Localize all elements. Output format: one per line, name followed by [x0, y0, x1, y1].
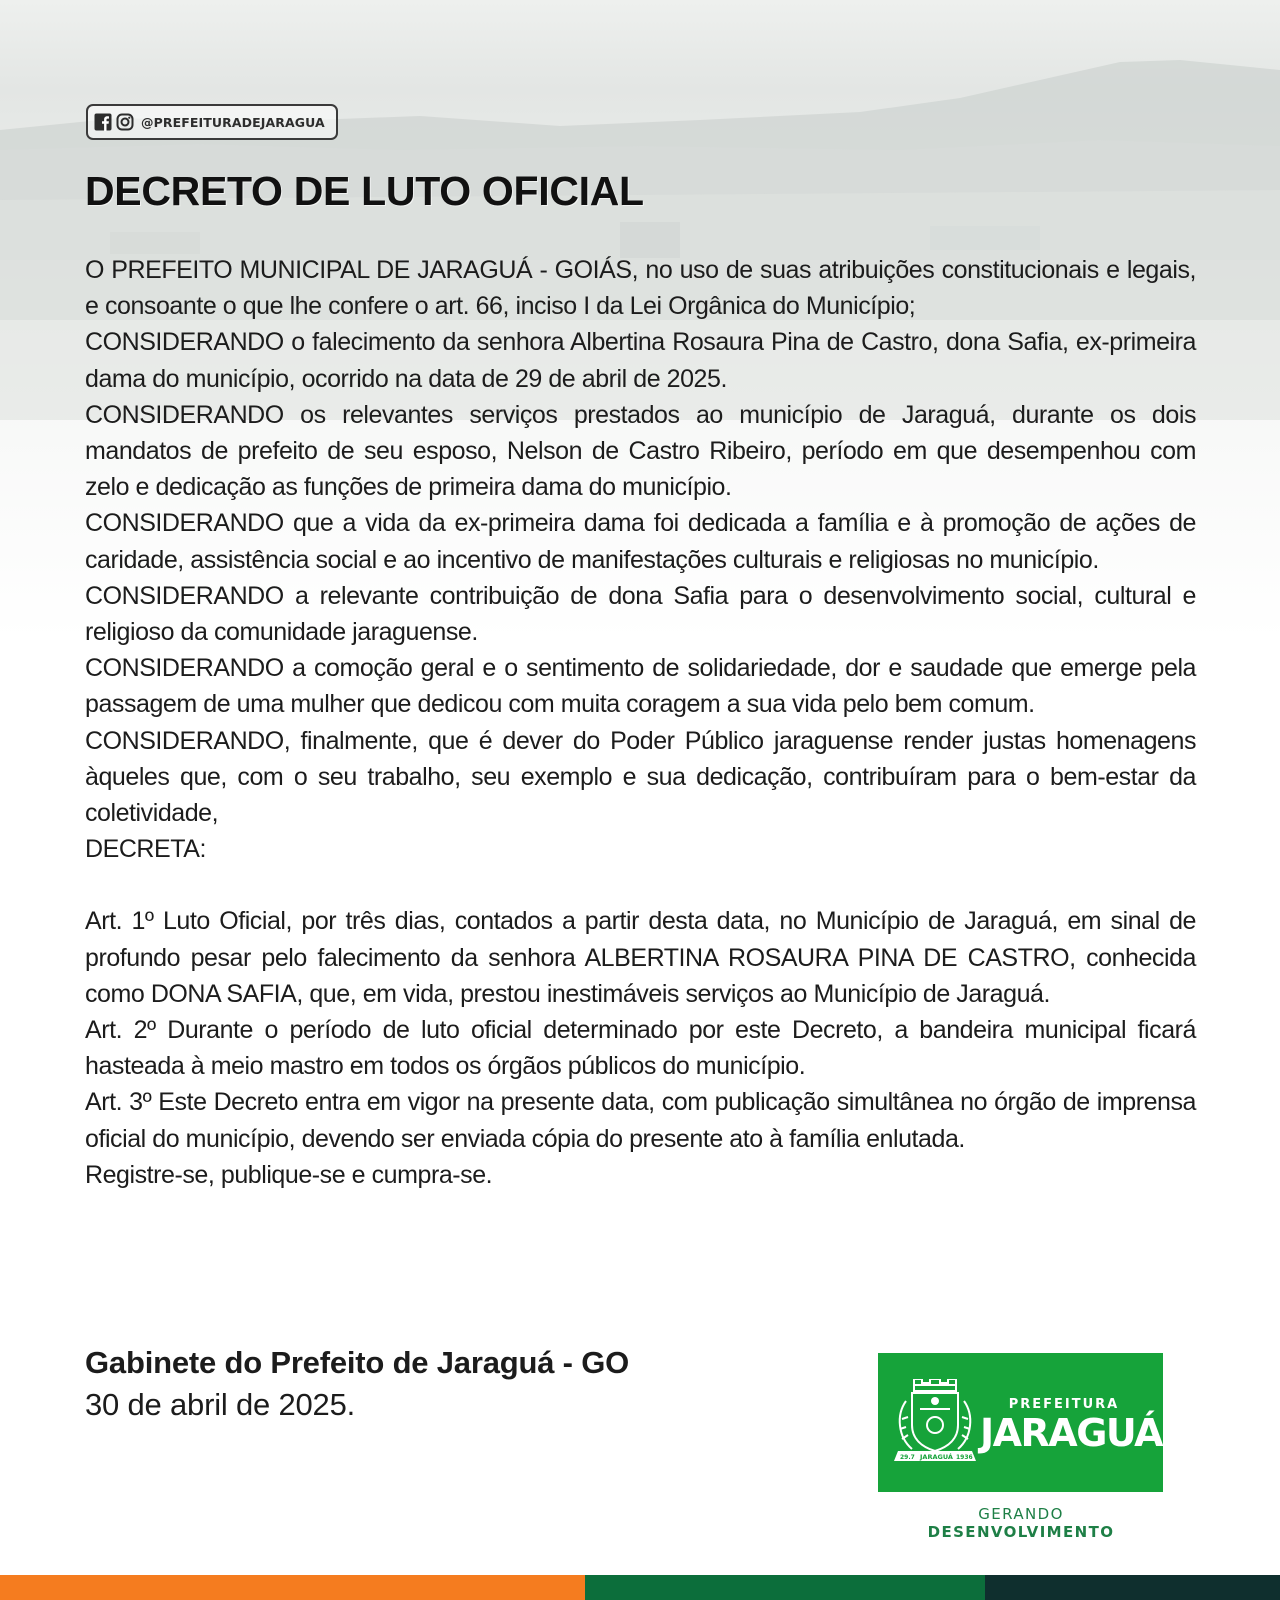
prefeitura-logo	[878, 1353, 1163, 1492]
decree-body	[85, 252, 1196, 1193]
article-3: Art. 3º Este Decreto entra em vigor na presente data, com publicação simultânea no órgão de imprensa oficial do município, devendo ser enviada cópia do presente ato à família enlutada.	[85, 1088, 1196, 1153]
footer-bar-orange	[0, 1575, 585, 1600]
considering-paragraph: CONSIDERANDO que a vida da ex-primeira dama foi dedicada a família e à promoção de ações de caridade, assistência social e ao incentivo de manifestações culturais e religiosas no município.	[85, 509, 1196, 574]
svg-text:29.7: 29.7	[900, 1454, 915, 1461]
social-handle-badge[interactable]	[86, 104, 338, 140]
article-1: Art. 1º Luto Oficial, por três dias, contados a partir desta data, no Município de Jaraguá, em sinal de profundo pesar pelo falecimento da senhora ALBERTINA ROSAURA PINA DE CASTRO, conhecida como DONA SAFIA, que, em vida, prestou inestimáveis serviços ao Município de Jaraguá.	[85, 907, 1196, 1008]
facebook-icon	[94, 113, 112, 131]
article-2: Art. 2º Durante o período de luto oficial determinado por este Decreto, a bandeira municipal ficará hasteada à meio mastro em todos os órgãos públicos do município.	[85, 1016, 1196, 1081]
signature-block	[85, 1345, 629, 1423]
svg-text:1936: 1936	[956, 1454, 973, 1461]
tagline-bold: DESENVOLVIMENTO	[927, 1523, 1115, 1541]
social-handle-text: @PREFEITURADEJARAGUA	[141, 114, 325, 130]
considering-paragraph: CONSIDERANDO o falecimento da senhora Albertina Rosaura Pina de Castro, dona Safia, ex-primeira dama do município, ocorrido na data de 29 de abril de 2025.	[85, 328, 1196, 393]
decree-title: DECRETO DE LUTO OFICIAL	[85, 168, 644, 214]
tagline-regular: GERANDO	[978, 1505, 1064, 1523]
considering-paragraph: CONSIDERANDO a comoção geral e o sentimento de solidariedade, dor e saudade que emerge pela passagem de uma mulher que dedicou com muita coragem a sua vida pelo bem comum.	[85, 654, 1196, 719]
footer-bar-green	[585, 1575, 985, 1600]
logo-prefeitura-label: PREFEITURA	[1008, 1397, 1120, 1412]
tagline	[890, 1505, 1152, 1541]
considering-paragraph: CONSIDERANDO a relevante contribuição de dona Safia para o desenvolvimento social, cultural e religioso da comunidade jaraguense.	[85, 581, 1196, 647]
footer-bar-dark	[985, 1575, 1280, 1600]
svg-text:JARAGUÁ: JARAGUÁ	[920, 1453, 953, 1461]
instagram-icon	[116, 113, 134, 131]
decreta-heading: DECRETA:	[85, 835, 206, 864]
considering-paragraph: CONSIDERANDO os relevantes serviços prestados ao município de Jaraguá, durante os dois mandatos de prefeito de seu esposo, Nelson de Castro Ribeiro, período em que desempenhou com zelo e dedicação as funções de primeira dama do município.	[85, 400, 1196, 502]
municipal-crest-icon	[892, 1379, 978, 1469]
considering-paragraph: CONSIDERANDO, finalmente, que é dever do Poder Público jaraguense render justas homenagens àqueles que, com o seu trabalho, seu exemplo e sua dedicação, contribuíram para o bem-estar da coletividade,	[85, 726, 1196, 828]
signature-office: Gabinete do Prefeito de Jaraguá - GO	[85, 1345, 630, 1380]
signature-date: 30 de abril de 2025.	[85, 1387, 356, 1422]
closing-formula: Registre-se, publique-se e cumpra-se.	[85, 1160, 493, 1189]
logo-city-name: JARAGUÁ	[980, 1411, 1163, 1455]
preamble-paragraph: O PREFEITO MUNICIPAL DE JARAGUÁ - GOIÁS, no uso de suas atribuições constitucionais e legais, e consoante o que lhe confere o art. 66, inciso I da Lei Orgânica do Município;	[85, 256, 1196, 321]
